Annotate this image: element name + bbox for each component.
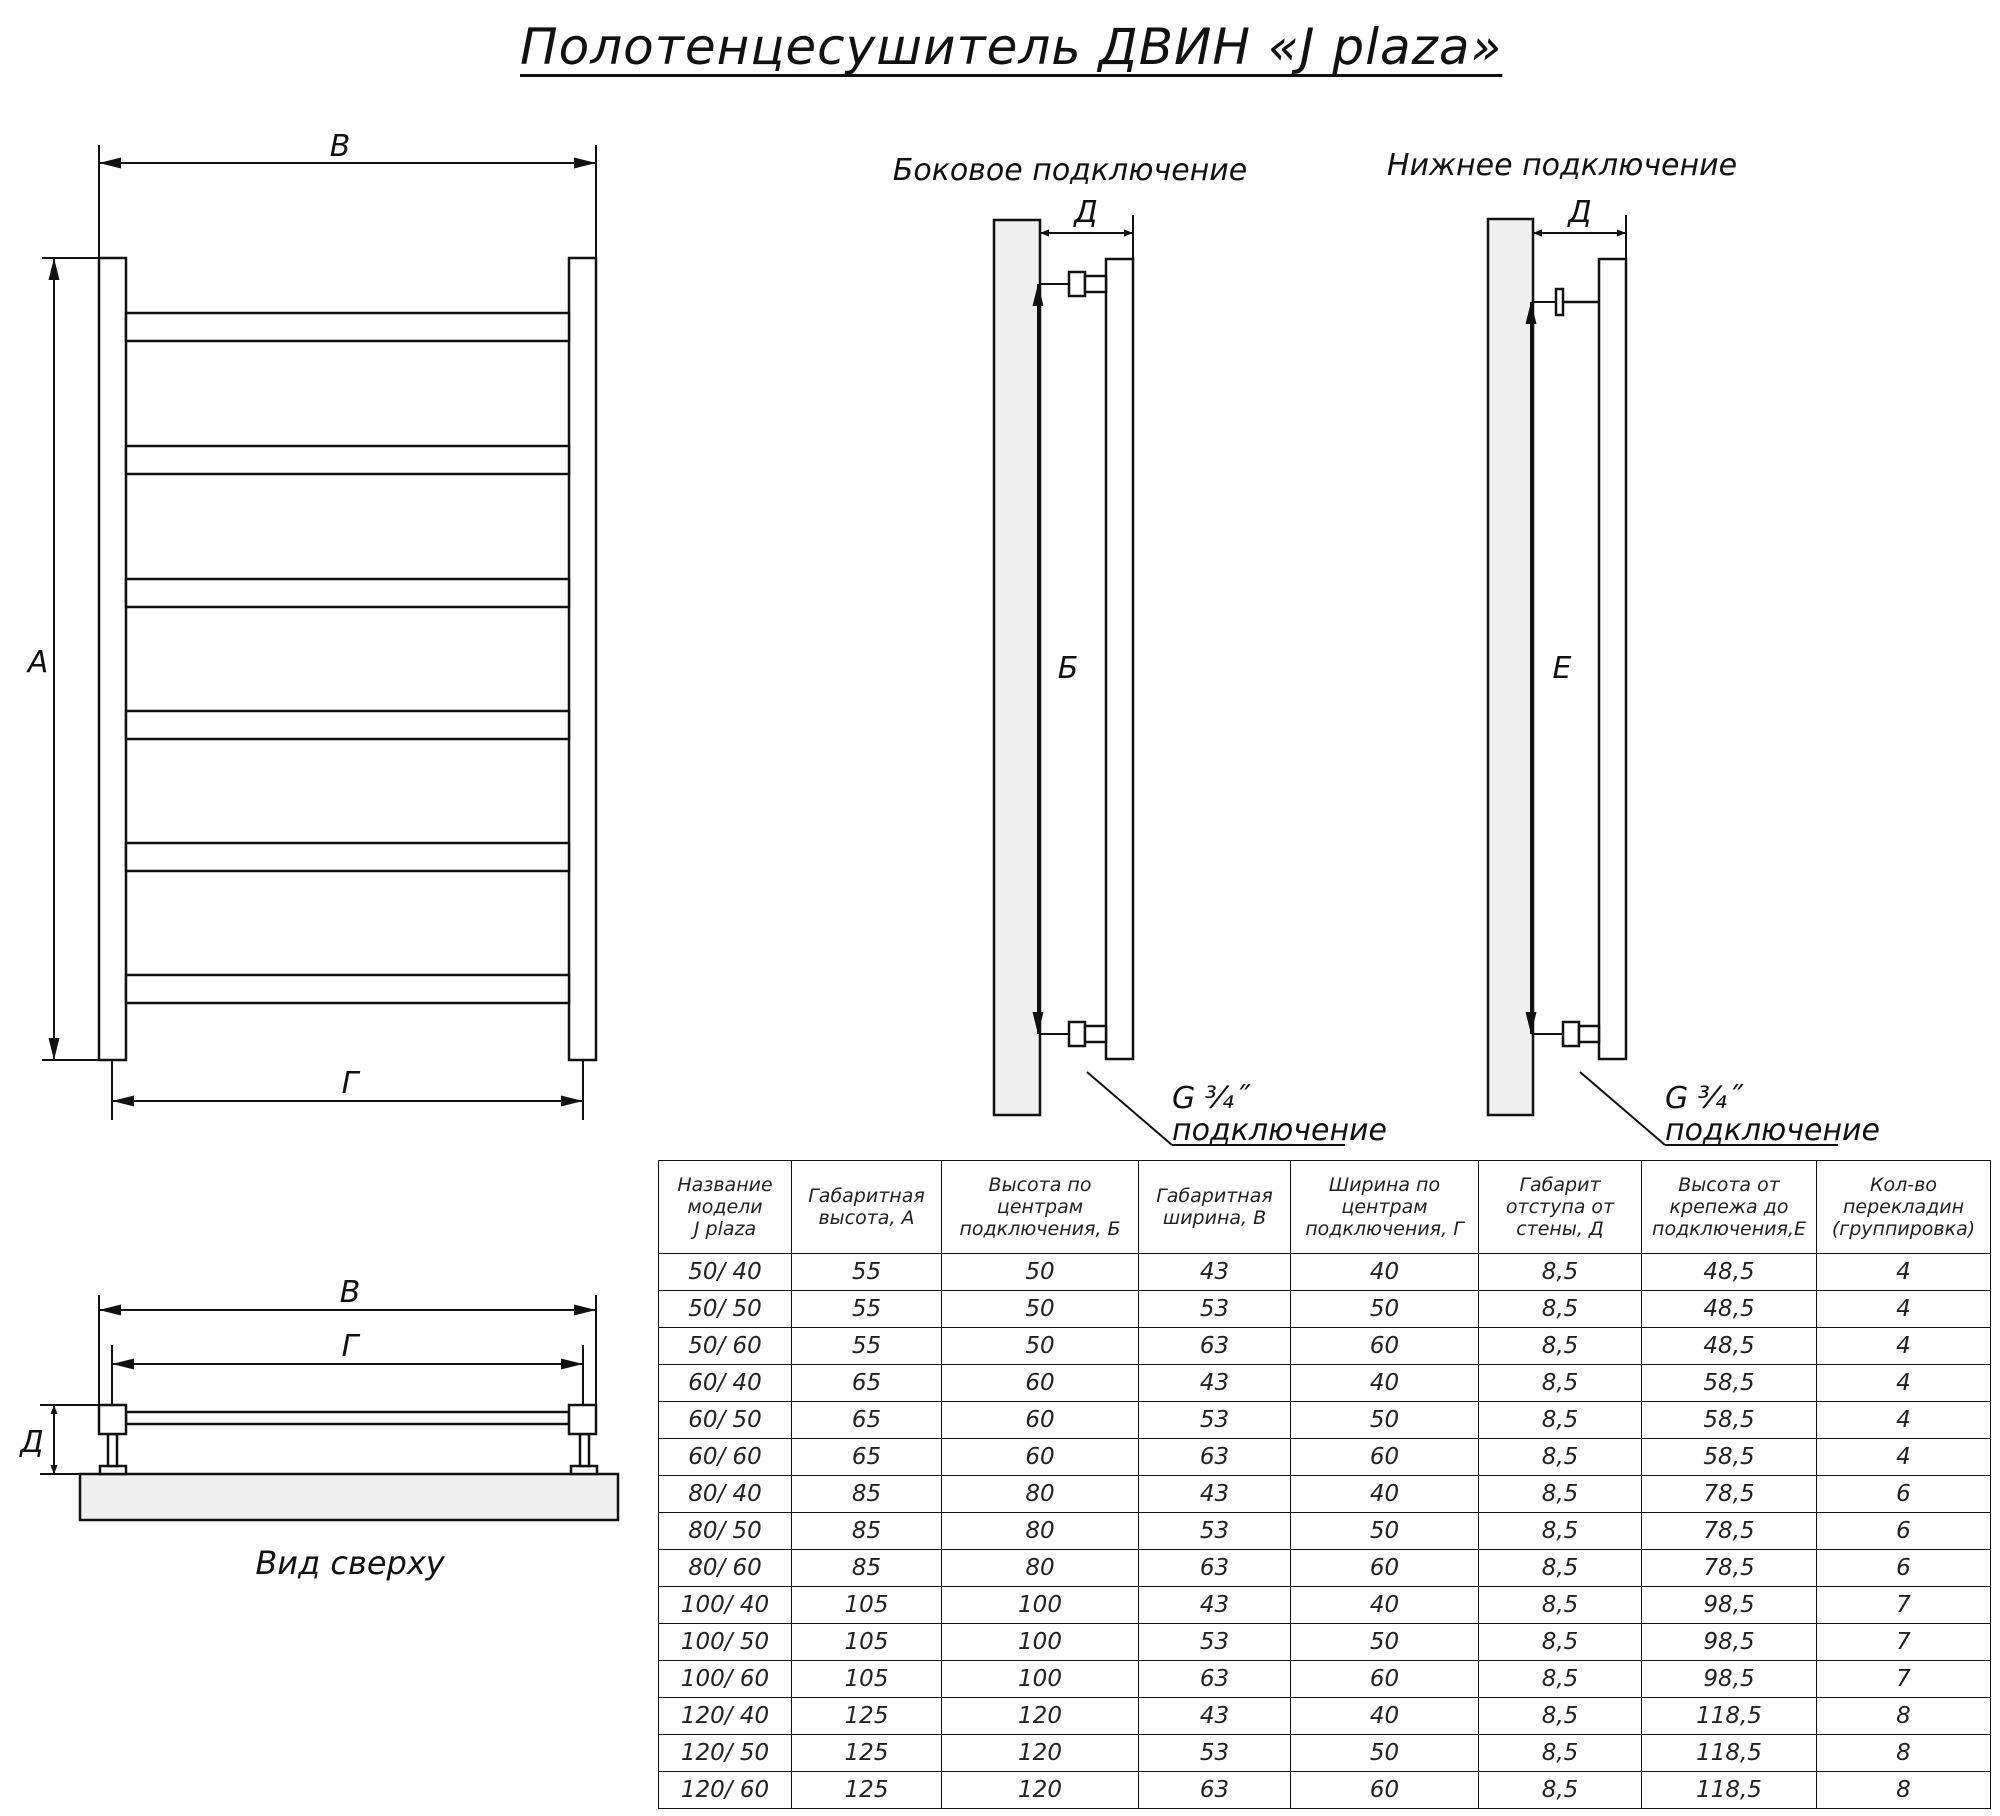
cell-wall-offset: 8,5 [1479,1365,1642,1402]
crossbar [126,579,569,607]
cell-overall-width: 53 [1139,1513,1291,1550]
cell-overall-width: 53 [1139,1291,1291,1328]
cell-overall-width: 53 [1139,1402,1291,1439]
cell-crossbar-count: 7 [1817,1624,1991,1661]
wall [80,1474,618,1520]
connection-label: подключение [1665,1113,1881,1148]
cell-center-height: 60 [942,1365,1139,1402]
right-upright [569,258,596,1060]
crossbar [126,313,569,341]
cell-center-width: 40 [1291,1254,1479,1291]
cell-center-width: 60 [1291,1550,1479,1587]
cell-wall-offset: 8,5 [1479,1698,1642,1735]
drawing-title: Полотенцесушитель ДВИН «J plaza» [520,18,1503,76]
cell-center-width: 50 [1291,1402,1479,1439]
cell-crossbar-count: 6 [1817,1550,1991,1587]
cell-bracket-height: 98,5 [1642,1624,1817,1661]
cell-bracket-height: 78,5 [1642,1513,1817,1550]
wall-bracket [1556,289,1563,315]
connection-fitting [1069,1022,1085,1046]
cell-crossbar-count: 6 [1817,1476,1991,1513]
cell-crossbar-count: 4 [1817,1254,1991,1291]
cell-overall-height: 65 [792,1365,942,1402]
cell-model: 60/ 60 [659,1439,792,1476]
cell-bracket-height: 118,5 [1642,1698,1817,1735]
table-header-row [659,1161,1991,1254]
cell-model: 120/ 40 [659,1698,792,1735]
connection-fitting [1085,1026,1106,1042]
top-view-label: Вид сверху [255,1544,445,1582]
cell-crossbar-count: 4 [1817,1328,1991,1365]
cell-model: 80/ 40 [659,1476,792,1513]
cell-wall-offset: 8,5 [1479,1550,1642,1587]
cell-model: 50/ 60 [659,1328,792,1365]
table-row [659,1476,1991,1513]
header-model: Название модели J plaza [659,1161,792,1254]
cell-model: 80/ 60 [659,1550,792,1587]
bottom-connection-label: Нижнее подключение [1386,148,1738,183]
cell-model: 100/ 60 [659,1661,792,1698]
cell-bracket-height: 58,5 [1642,1402,1817,1439]
cell-center-height: 60 [942,1402,1139,1439]
header-bracket-height: Высота от крепежа до подключения,Е [1642,1161,1817,1254]
cell-overall-height: 85 [792,1550,942,1587]
cell-model: 100/ 50 [659,1624,792,1661]
cell-overall-width: 63 [1139,1772,1291,1809]
towel-rail-side [1106,259,1133,1059]
dim-label-v: В [339,1275,361,1310]
cell-center-height: 50 [942,1328,1139,1365]
cell-overall-height: 85 [792,1476,942,1513]
cell-center-width: 40 [1291,1587,1479,1624]
cell-crossbar-count: 6 [1817,1513,1991,1550]
cell-overall-width: 43 [1139,1365,1291,1402]
standoff [108,1434,117,1466]
wall [1488,219,1533,1115]
cell-bracket-height: 48,5 [1642,1254,1817,1291]
connection-fitting [1579,1026,1599,1042]
cell-center-width: 50 [1291,1291,1479,1328]
cell-bracket-height: 58,5 [1642,1439,1817,1476]
header-center-width: Ширина по центрам подключения, Г [1291,1161,1479,1254]
cell-overall-width: 53 [1139,1624,1291,1661]
top-view [80,1405,618,1520]
table-row [659,1254,1991,1291]
cell-wall-offset: 8,5 [1479,1661,1642,1698]
connection-label: подключение [1172,1113,1388,1148]
cell-center-height: 120 [942,1772,1139,1809]
cell-wall-offset: 8,5 [1479,1735,1642,1772]
cell-center-height: 100 [942,1661,1139,1698]
cell-wall-offset: 8,5 [1479,1513,1642,1550]
header-overall-height: Габаритная высота, А [792,1161,942,1254]
cell-bracket-height: 98,5 [1642,1661,1817,1698]
thread-label: G ¾˝ [1172,1081,1249,1116]
cell-overall-height: 125 [792,1772,942,1809]
cell-crossbar-count: 4 [1817,1439,1991,1476]
dim-label-b: Б [1057,651,1079,686]
crossbar [126,975,569,1003]
cell-wall-offset: 8,5 [1479,1254,1642,1291]
cell-model: 100/ 40 [659,1587,792,1624]
cell-overall-width: 63 [1139,1439,1291,1476]
cell-center-height: 60 [942,1439,1139,1476]
dim-label-e: Е [1552,651,1572,686]
wall [994,220,1040,1115]
spec-table [658,1160,1991,1809]
cell-center-height: 50 [942,1291,1139,1328]
cell-crossbar-count: 7 [1817,1587,1991,1624]
left-upright [99,258,126,1060]
connection-fitting [1563,1022,1579,1046]
crossbar [126,446,569,474]
cell-wall-offset: 8,5 [1479,1439,1642,1476]
standoff [580,1434,589,1466]
cell-center-height: 80 [942,1550,1139,1587]
cell-overall-width: 53 [1139,1735,1291,1772]
table-row [659,1365,1991,1402]
cell-wall-offset: 8,5 [1479,1624,1642,1661]
dim-label-g: Г [341,1066,359,1101]
dim-label-d: Д [1074,195,1098,230]
cell-crossbar-count: 8 [1817,1698,1991,1735]
cell-bracket-height: 48,5 [1642,1291,1817,1328]
cell-overall-width: 43 [1139,1476,1291,1513]
thread-label: G ¾˝ [1665,1081,1742,1116]
cell-overall-height: 55 [792,1254,942,1291]
cell-wall-offset: 8,5 [1479,1587,1642,1624]
cell-center-width: 40 [1291,1698,1479,1735]
dim-label-d: Д [20,1425,44,1460]
table-body [659,1254,1991,1809]
dim-label-g: Г [341,1329,359,1364]
cell-wall-offset: 8,5 [1479,1772,1642,1809]
cell-center-width: 60 [1291,1661,1479,1698]
cell-center-width: 60 [1291,1772,1479,1809]
cell-model: 120/ 50 [659,1735,792,1772]
cell-bracket-height: 78,5 [1642,1476,1817,1513]
cell-center-width: 50 [1291,1513,1479,1550]
cell-crossbar-count: 8 [1817,1735,1991,1772]
table-row [659,1661,1991,1698]
cell-bracket-height: 58,5 [1642,1365,1817,1402]
side-connection-label: Боковое подключение [892,153,1248,188]
table-row [659,1402,1991,1439]
towel-rail-side [1599,259,1626,1059]
header-overall-width: Габаритная ширина, В [1139,1161,1291,1254]
leader-line [1087,1072,1172,1145]
cell-center-height: 120 [942,1735,1139,1772]
table-row [659,1587,1991,1624]
connection-fitting [1085,276,1106,292]
dim-label-a: А [27,645,49,680]
cell-overall-height: 105 [792,1661,942,1698]
cell-center-height: 80 [942,1513,1139,1550]
crossbar-top [126,1412,569,1424]
cell-overall-height: 65 [792,1439,942,1476]
connection-fitting [1069,272,1085,296]
cell-overall-height: 65 [792,1402,942,1439]
table-row [659,1328,1991,1365]
cell-model: 60/ 50 [659,1402,792,1439]
header-wall-offset: Габарит отступа от стены, Д [1479,1161,1642,1254]
cell-wall-offset: 8,5 [1479,1291,1642,1328]
cell-center-width: 40 [1291,1476,1479,1513]
cell-center-width: 40 [1291,1365,1479,1402]
cell-overall-height: 55 [792,1291,942,1328]
crossbar [126,711,569,739]
cell-bracket-height: 48,5 [1642,1328,1817,1365]
table-row [659,1550,1991,1587]
cell-center-height: 50 [942,1254,1139,1291]
cell-model: 50/ 50 [659,1291,792,1328]
cell-overall-height: 125 [792,1698,942,1735]
header-crossbar-count: Кол-во перекладин (группировка) [1817,1161,1991,1254]
front-view [99,258,596,1060]
cell-model: 60/ 40 [659,1365,792,1402]
cell-overall-height: 55 [792,1328,942,1365]
cell-center-height: 100 [942,1587,1139,1624]
header-center-height: Высота по центрам подключения, Б [942,1161,1139,1254]
cell-overall-height: 85 [792,1513,942,1550]
cell-crossbar-count: 4 [1817,1402,1991,1439]
table-row [659,1439,1991,1476]
cell-crossbar-count: 4 [1817,1365,1991,1402]
cell-overall-height: 125 [792,1735,942,1772]
cell-bracket-height: 98,5 [1642,1587,1817,1624]
cell-model: 80/ 50 [659,1513,792,1550]
cell-overall-width: 63 [1139,1550,1291,1587]
leader-line [1580,1072,1665,1145]
cell-center-height: 120 [942,1698,1139,1735]
cell-overall-width: 43 [1139,1254,1291,1291]
cell-overall-width: 43 [1139,1587,1291,1624]
cell-overall-height: 105 [792,1624,942,1661]
cell-overall-width: 43 [1139,1698,1291,1735]
crossbar [126,843,569,871]
upright-top [99,1405,126,1434]
dim-label-v: В [329,129,351,164]
upright-top [569,1405,596,1434]
cell-crossbar-count: 7 [1817,1661,1991,1698]
cell-model: 50/ 40 [659,1254,792,1291]
cell-overall-width: 63 [1139,1661,1291,1698]
table-row [659,1698,1991,1735]
dim-label-d: Д [1568,195,1592,230]
cell-model: 120/ 60 [659,1772,792,1809]
table-row [659,1772,1991,1809]
cell-wall-offset: 8,5 [1479,1476,1642,1513]
cell-center-height: 100 [942,1624,1139,1661]
cell-bracket-height: 118,5 [1642,1735,1817,1772]
cell-wall-offset: 8,5 [1479,1328,1642,1365]
cell-crossbar-count: 4 [1817,1291,1991,1328]
cell-center-height: 80 [942,1476,1139,1513]
table-row [659,1291,1991,1328]
table-row [659,1624,1991,1661]
table-row [659,1735,1991,1772]
cell-center-width: 50 [1291,1735,1479,1772]
cell-overall-height: 105 [792,1587,942,1624]
cell-wall-offset: 8,5 [1479,1402,1642,1439]
cell-center-width: 60 [1291,1328,1479,1365]
cell-crossbar-count: 8 [1817,1772,1991,1809]
cell-center-width: 50 [1291,1624,1479,1661]
cell-bracket-height: 118,5 [1642,1772,1817,1809]
cell-overall-width: 63 [1139,1328,1291,1365]
cell-bracket-height: 78,5 [1642,1550,1817,1587]
table-row [659,1513,1991,1550]
cell-center-width: 60 [1291,1439,1479,1476]
